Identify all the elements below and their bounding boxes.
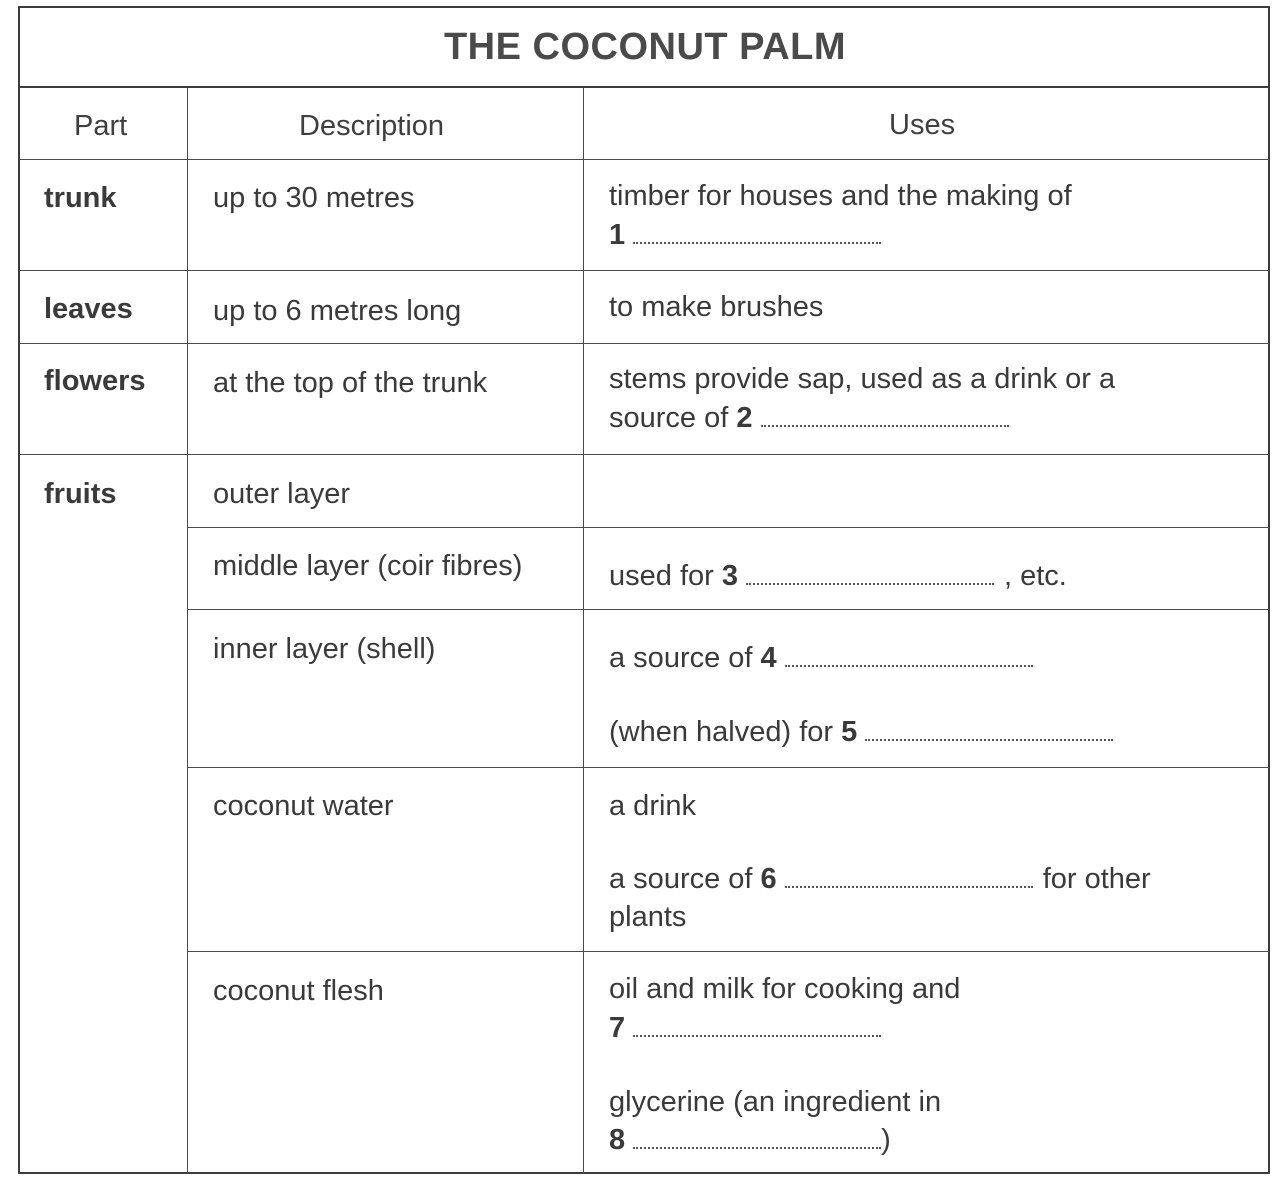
coconut-flesh-description: coconut flesh [213,975,384,1007]
middle-layer-uses-prefix: used for [609,560,714,592]
trunk-uses-line1: timber for houses and the making of [609,180,1072,212]
coconut-flesh-uses-line2 [609,1009,881,1047]
answer-blank-5[interactable] [865,739,1113,741]
worksheet-table [18,6,1270,1174]
header-part: Part [74,110,128,142]
trunk-uses-line2 [609,216,881,254]
question-number-6: 6 [760,863,777,895]
coconut-water-uses-line2 [609,860,1151,898]
flowers-uses-line2 [609,399,1009,437]
answer-blank-2[interactable] [761,425,1009,427]
question-number-1: 1 [609,219,626,251]
flowers-uses-line2-prefix: source of [609,402,729,434]
answer-blank-6[interactable] [785,886,1033,888]
question-number-7: 7 [609,1012,626,1044]
header-bottom-rule [20,159,1270,160]
part-leaves: leaves [44,293,133,325]
description-column-divider [583,88,584,1174]
coconut-flesh-uses-line3: glycerine (an ingredient in [609,1086,942,1118]
answer-blank-3[interactable] [746,583,994,585]
question-number-2: 2 [736,402,753,434]
part-column-divider [187,88,188,1174]
coconut-water-bottom-rule [188,951,1270,952]
coconut-water-uses-line2-prefix: a source of [609,863,753,895]
answer-blank-1[interactable] [633,242,881,244]
answer-blank-4[interactable] [785,665,1033,667]
header-description: Description [299,110,445,142]
question-number-8: 8 [609,1124,626,1156]
leaves-row-bottom-rule [20,343,1270,344]
middle-layer-bottom-rule [188,609,1270,610]
coconut-water-uses-line3: plants [609,901,687,933]
inner-layer-uses-line2-prefix: (when halved) for [609,716,834,748]
page-title: THE COCONUT PALM [443,25,847,68]
inner-layer-uses-line1 [609,639,1033,677]
coconut-flesh-uses-line1: oil and milk for cooking and [609,973,961,1005]
answer-blank-7[interactable] [633,1035,881,1037]
header-uses: Uses [889,109,956,141]
coconut-flesh-uses-line4 [609,1121,891,1159]
trunk-description: up to 30 metres [213,182,415,214]
middle-layer-uses [609,557,1067,595]
part-flowers: flowers [44,365,146,397]
question-number-3: 3 [721,560,738,592]
leaves-uses: to make brushes [609,291,824,323]
part-fruits: fruits [44,478,117,510]
coconut-water-uses-line1: a drink [609,790,697,822]
inner-layer-uses-line1-prefix: a source of [609,642,753,674]
coconut-water-uses-line2-suffix: for other [1042,863,1151,895]
trunk-row-bottom-rule [20,270,1270,271]
question-number-4: 4 [760,642,777,674]
question-number-5: 5 [841,716,858,748]
outer-layer-description: outer layer [213,478,351,510]
flowers-uses-line1: stems provide sap, used as a drink or a [609,363,1116,395]
flowers-row-bottom-rule [20,454,1270,455]
part-trunk: trunk [44,182,117,214]
answer-blank-8[interactable] [633,1147,881,1149]
inner-layer-description: inner layer (shell) [213,633,436,665]
title-row [20,8,1268,88]
leaves-description: up to 6 metres long [213,295,462,327]
coconut-flesh-uses-line4-suffix: ) [881,1124,891,1156]
middle-layer-description: middle layer (coir fibres) [213,550,523,582]
flowers-description: at the top of the trunk [213,367,488,399]
inner-layer-bottom-rule [188,767,1270,768]
outer-layer-bottom-rule [188,527,1270,528]
middle-layer-uses-suffix: , etc. [1004,560,1067,592]
inner-layer-uses-line2 [609,713,1113,751]
coconut-water-description: coconut water [213,790,394,822]
